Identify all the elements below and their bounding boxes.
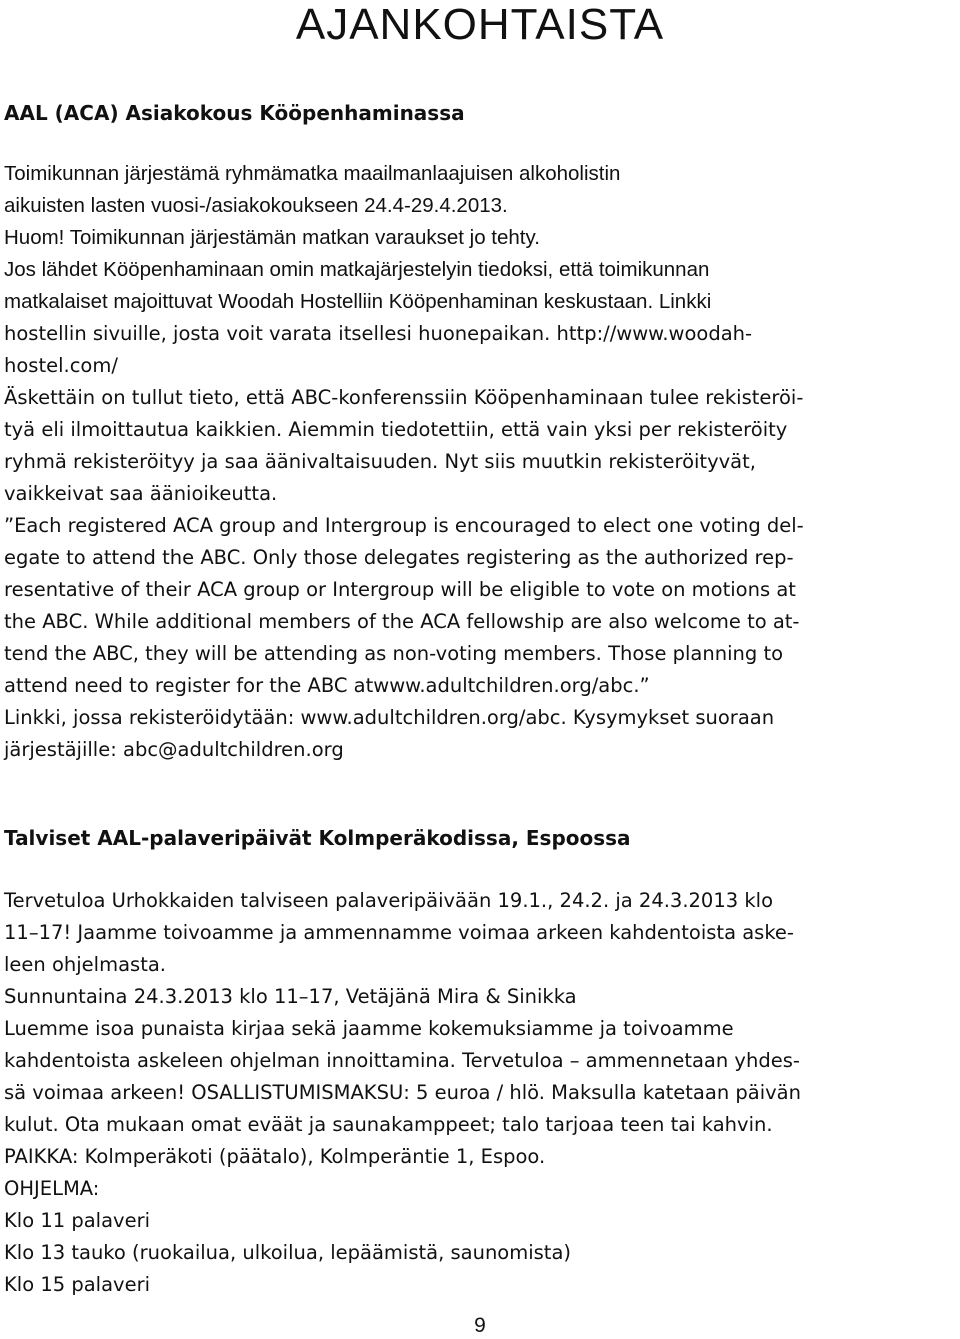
paragraph-line: tyä eli ilmoittautua kaikkien. Aiemmin tiedotettiin, että vain yksi per rekisteröity xyxy=(4,418,788,441)
paragraph-line: Klo 15 palaveri xyxy=(4,1273,151,1296)
paragraph-line: Klo 11 palaveri xyxy=(4,1209,151,1232)
paragraph-line: the ABC. While additional members of the ACA fellowship are also welcome to at- xyxy=(4,610,800,633)
paragraph-line: Tervetuloa Urhokkaiden talviseen palaveripäivään 19.1., 24.2. ja 24.3.2013 klo xyxy=(4,889,773,912)
section-body xyxy=(4,158,956,766)
paragraph-line: matkalaiset majoittuvat Woodah Hostelliin Kööpenhaminan keskustaan. Linkki xyxy=(4,290,712,313)
paragraph-line: aikuisten lasten vuosi-/asiakokoukseen 24.4-29.4.2013. xyxy=(4,194,508,217)
paragraph-line: resentative of their ACA group or Intergroup will be eligible to vote on motions at xyxy=(4,578,796,601)
section-aca-meeting xyxy=(4,98,956,766)
paragraph-line: attend need to register for the ABC atwww.adultchildren.org/abc.” xyxy=(4,674,650,697)
paragraph-line: Huom! Toimikunnan järjestämän matkan varaukset jo tehty. xyxy=(4,226,540,249)
paragraph-line: ryhmä rekisteröityy ja saa äänivaltaisuuden. Nyt siis muutkin rekisteröityvät, xyxy=(4,450,756,473)
paragraph-line: Toimikunnan järjestämä ryhmämatka maailmanlaajuisen alkoholistin xyxy=(4,162,621,185)
section-heading: Talviset AAL-palaveripäivät Kolmperäkodissa, Espoossa xyxy=(4,826,631,850)
paragraph-line: egate to attend the ABC. Only those delegates registering as the authorized rep- xyxy=(4,546,794,569)
paragraph-line: hostel.com/ xyxy=(4,354,118,377)
page-number: 9 xyxy=(474,1314,486,1337)
paragraph-line: sä voimaa arkeen! OSALLISTUMISMAKSU: 5 euroa / hlö. Maksulla katetaan päivän xyxy=(4,1081,801,1104)
paragraph-line: hostellin sivuille, josta voit varata itsellesi huonepaikan. http://www.woodah- xyxy=(4,322,753,345)
paragraph-line: Sunnuntaina 24.3.2013 klo 11–17, Vetäjänä Mira & Sinikka xyxy=(4,985,577,1008)
paragraph-line: Klo 13 tauko (ruokailua, ulkoilua, lepäämistä, saunomista) xyxy=(4,1241,572,1264)
paragraph-line: Luemme isoa punaista kirjaa sekä jaamme kokemuksiamme ja toivoamme xyxy=(4,1017,734,1040)
section-winter-meeting-days xyxy=(4,823,956,1301)
paragraph-line: OHJELMA: xyxy=(4,1177,100,1200)
paragraph-line: vaikkeivat saa äänioikeutta. xyxy=(4,482,278,505)
paragraph-line: leen ohjelmasta. xyxy=(4,953,166,976)
page-title: AJANKOHTAISTA xyxy=(295,0,665,49)
paragraph-line: Jos lähdet Kööpenhaminaan omin matkajärjestelyin tiedoksi, että toimikunnan xyxy=(4,258,710,281)
paragraph-line: kahdentoista askeleen ohjelman innoittamina. Tervetuloa – ammennetaan yhdes- xyxy=(4,1049,800,1072)
section-body xyxy=(4,885,956,1301)
paragraph-line: tend the ABC, they will be attending as non-voting members. Those planning to xyxy=(4,642,784,665)
paragraph-line: PAIKKA: Kolmperäkoti (päätalo), Kolmperäntie 1, Espoo. xyxy=(4,1145,546,1168)
paragraph-line: järjestäjille: abc@adultchildren.org xyxy=(4,738,344,761)
paragraph-line: Linkki, jossa rekisteröidytään: www.adultchildren.org/abc. Kysymykset suoraan xyxy=(4,706,775,729)
paragraph-line: kulut. Ota mukaan omat eväät ja saunakamppeet; talo tarjoaa teen tai kahvin. xyxy=(4,1113,773,1136)
section-heading: AAL (ACA) Asiakokous Kööpenhaminassa xyxy=(4,101,465,125)
paragraph-line: Äskettäin on tullut tieto, että ABC-konferenssiin Kööpenhaminaan tulee rekisteröi- xyxy=(4,386,804,409)
paragraph-line: 11–17! Jaamme toivoamme ja ammennamme voimaa arkeen kahdentoista aske- xyxy=(4,921,794,944)
paragraph-line: ”Each registered ACA group and Intergroup is encouraged to elect one voting del- xyxy=(4,514,804,537)
